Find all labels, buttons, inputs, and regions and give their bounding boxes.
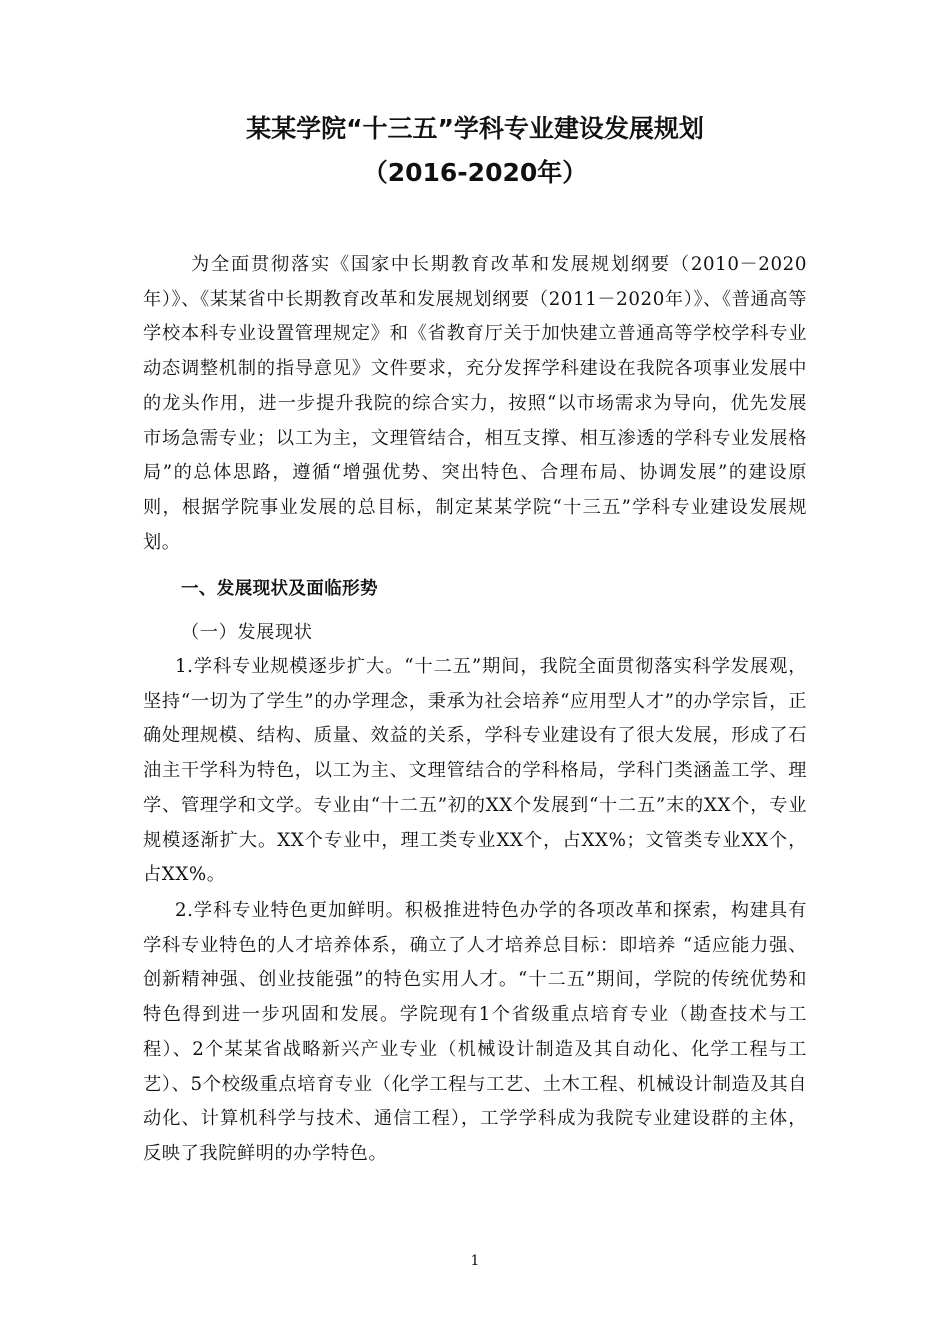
intro-paragraph: 为全面贯彻落实《国家中长期教育改革和发展规划纲要（2010－2020年）》、《某某省中长期教育改革和发展规划纲要（2011－2020年）》、《普通高等学校本科专业设置管理规定》和《省教育厅关于加快建立普通高等学校学科专业动态调整机制的指导意见》文件要求，充分发挥学科建设在我院各项事业发展中的龙头作用，进一步提升我院的综合实力，按照“以市场需求为导向，优先发展市场急需专业；以工为主，文理管结合，相互支撑、相互渗透的学科专业发展格局”的总体思路，遵循“增强优势、突出特色、合理布局、协调发展”的建设原则，根据学院事业发展的总目标，制定某某学院“十三五”学科专业建设发展规划。 [143,254,807,553]
document-title: 某某学院“十三五”学科专业建设发展规划 [246,114,704,143]
subsection-heading: （一）发展现状 [181,622,313,643]
document-subtitle: （2016-2020年） [362,158,588,187]
scale-paragraph: 1.学科专业规模逐步扩大。“十二五”期间，我院全面贯彻落实科学发展观，坚持“一切为了学生”的办学理念，秉承为社会培养“应用型人才”的办学宗旨，正确处理规模、结构、质量、效益的关系，学科专业建设有了很大发展，形成了石油主干学科为特色，以工为主、文理管结合的学科格局，学科门类涵盖工学、理学、管理学和文学。专业由“十二五”初的XX个发展到“十二五”末的XX个，专业规模逐渐扩大。XX个专业中，理工类专业XX个，占XX%；文管类专业XX个，占XX%。 [143,656,807,886]
features-paragraph: 2.学科专业特色更加鲜明。积极推进特色办学的各项改革和探索，构建具有学科专业特色的人才培养体系，确立了人才培养总目标：即培养 “适应能力强、创新精神强、创业技能强”的特色实用人才。“十二五”期间，学院的传统优势和特色得到进一步巩固和发展。学院现有1个省级重点培育专业（勘查技术与工程）、2个某某省战略新兴产业专业（机械设计制造及其自动化、化学工程与工艺）、5个校级重点培育专业（化学工程与工艺、土木工程、机械设计制造及其自动化、计算机科学与技术、通信工程），工学学科成为我院专业建设群的主体，反映了我院鲜明的办学特色。 [143,900,807,1164]
page-number: 1 [470,1253,480,1269]
section-heading: 一、发展现状及面临形势 [181,579,378,599]
